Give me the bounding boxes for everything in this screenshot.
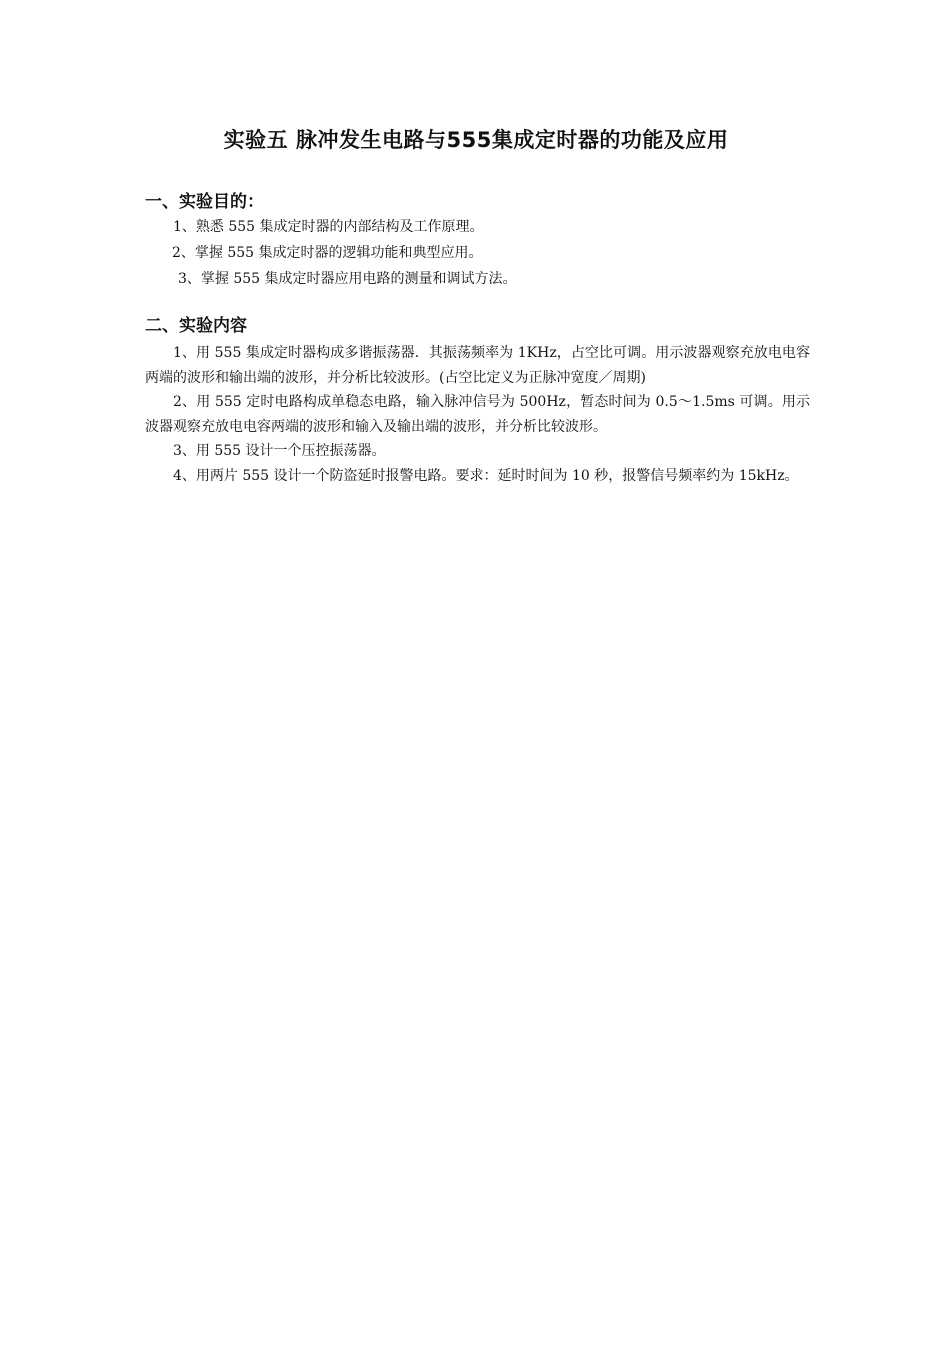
objectives-list [145,214,815,292]
content-paragraph: 4、用两片 555 设计一个防盗延时报警电路。要求：延时时间为 10 秒，报警信号频率约为 15kHz。 [173,467,799,484]
content-paragraph: 2、用 555 定时电路构成单稳态电路，输入脉冲信号为 500Hz，暂态时间为 0.5～1.5ms 可调。用示波器观察充放电电容两端的波形和输入及输出端的波形，并分析比较波形。 [145,394,810,435]
content-paragraph: 1、用 555 集成定时器构成多谐振荡器．其振荡频率为 1KHz，占空比可调。用示波器观察充放电电容两端的波形和输出端的波形，并分析比较波形。(占空比定义为正脉冲宽度／周期) [145,345,810,386]
content-paragraph: 3、用 555 设计一个压控振荡器。 [173,443,386,459]
objective-item: 1、熟悉 555 集成定时器的内部结构及工作原理。 [173,219,484,235]
section-heading-objectives: 一、实验目的： [145,192,264,212]
document-title: 实验五 脉冲发生电路与555集成定时器的功能及应用 [223,128,729,152]
content-body [145,341,810,488]
objective-item: 3、掌握 555 集成定时器应用电路的测量和调试方法。 [178,271,517,287]
section-heading-content: 二、实验内容 [145,316,247,336]
objective-item: 2、掌握 555 集成定时器的逻辑功能和典型应用。 [172,245,483,261]
